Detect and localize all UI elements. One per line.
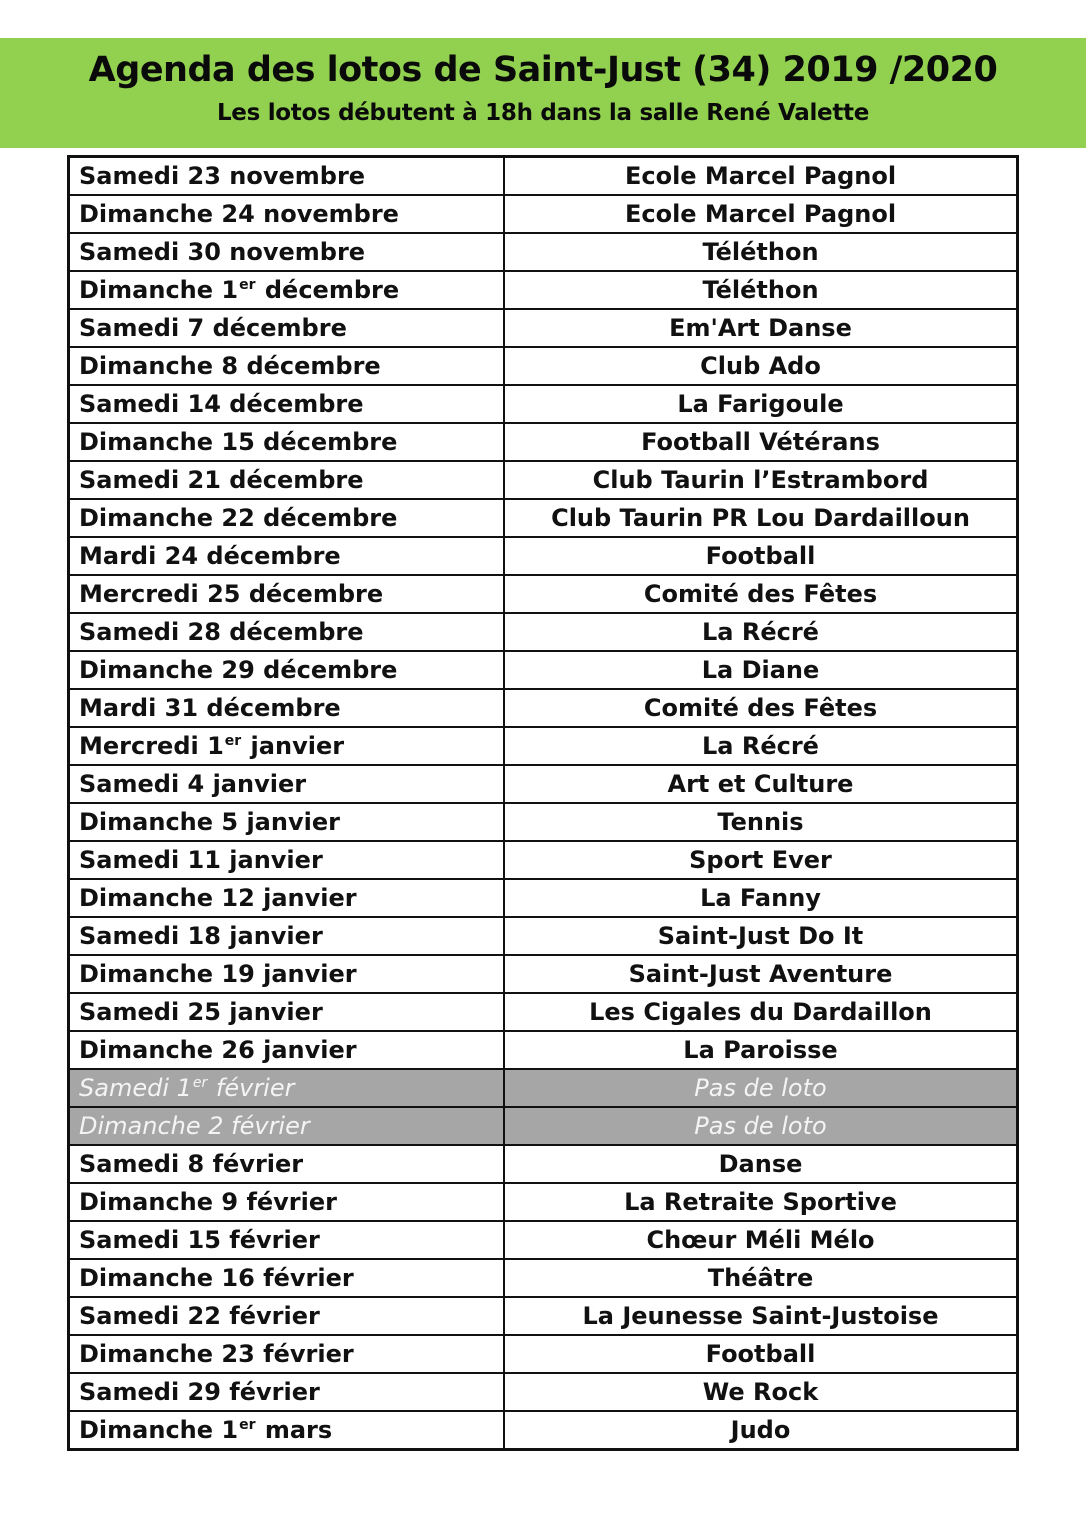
date-cell — [69, 1145, 505, 1183]
association-cell: Téléthon — [504, 271, 1018, 309]
date-cell — [69, 157, 505, 196]
table-row — [69, 993, 1018, 1031]
table-row — [69, 651, 1018, 689]
association-cell: Théâtre — [504, 1259, 1018, 1297]
date-cell — [69, 1259, 505, 1297]
table-row — [69, 955, 1018, 993]
date-month: mars — [256, 1416, 333, 1444]
date-cell — [69, 879, 505, 917]
association-cell: Comité des Fêtes — [504, 689, 1018, 727]
date-text: Samedi 7 décembre — [79, 314, 347, 342]
date-month: décembre — [256, 276, 400, 304]
date-cell — [69, 689, 505, 727]
date-text: Dimanche 1 — [79, 276, 239, 304]
date-text: Samedi 29 février — [79, 1378, 320, 1406]
agenda-table-body — [69, 157, 1018, 1450]
association-cell: Football — [504, 1335, 1018, 1373]
date-text: Dimanche 2 février — [79, 1112, 310, 1140]
date-text: Samedi 22 février — [79, 1302, 320, 1330]
table-row — [69, 1373, 1018, 1411]
date-cell — [69, 917, 505, 955]
table-row — [69, 157, 1018, 196]
date-text: Samedi 15 février — [79, 1226, 320, 1254]
date-text: Dimanche 22 décembre — [79, 504, 398, 532]
date-text: Mercredi 1 — [79, 732, 224, 760]
date-text: Dimanche 12 janvier — [79, 884, 357, 912]
association-cell: Em'Art Danse — [504, 309, 1018, 347]
header-banner — [0, 38, 1086, 148]
association-cell: Sport Ever — [504, 841, 1018, 879]
association-cell: Les Cigales du Dardaillon — [504, 993, 1018, 1031]
date-month: janvier — [242, 732, 345, 760]
date-cell — [69, 955, 505, 993]
association-cell: Ecole Marcel Pagnol — [504, 157, 1018, 196]
date-cell — [69, 233, 505, 271]
association-cell: Saint-Just Do It — [504, 917, 1018, 955]
association-cell: Téléthon — [504, 233, 1018, 271]
association-cell: Pas de loto — [504, 1107, 1018, 1145]
date-text: Dimanche 29 décembre — [79, 656, 398, 684]
table-row — [69, 1107, 1018, 1145]
date-cell — [69, 1335, 505, 1373]
table-row — [69, 1411, 1018, 1450]
date-cell — [69, 765, 505, 803]
date-cell — [69, 1031, 505, 1069]
table-row — [69, 233, 1018, 271]
date-cell — [69, 271, 505, 309]
date-cell — [69, 1411, 505, 1450]
association-cell: La Jeunesse Saint-Justoise — [504, 1297, 1018, 1335]
table-row — [69, 1069, 1018, 1107]
date-text: Dimanche 1 — [79, 1416, 239, 1444]
association-cell: Club Taurin l’Estrambord — [504, 461, 1018, 499]
date-text: Samedi 8 février — [79, 1150, 304, 1178]
date-cell — [69, 803, 505, 841]
date-text: Samedi 1 — [79, 1074, 192, 1102]
date-cell — [69, 309, 505, 347]
association-cell: La Farigoule — [504, 385, 1018, 423]
date-cell — [69, 195, 505, 233]
date-month: février — [208, 1074, 295, 1102]
date-cell — [69, 1373, 505, 1411]
date-text: Dimanche 15 décembre — [79, 428, 398, 456]
association-cell: Tennis — [504, 803, 1018, 841]
date-text: Dimanche 5 janvier — [79, 808, 340, 836]
ordinal-suffix: er — [224, 733, 242, 749]
page-subtitle: Les lotos débutent à 18h dans la salle René Valette — [216, 100, 870, 126]
date-text: Samedi 25 janvier — [79, 998, 323, 1026]
date-cell — [69, 575, 505, 613]
date-cell — [69, 1183, 505, 1221]
association-cell: Saint-Just Aventure — [504, 955, 1018, 993]
ordinal-suffix: er — [239, 277, 256, 293]
table-row — [69, 423, 1018, 461]
date-text: Samedi 21 décembre — [79, 466, 364, 494]
page-title: Agenda des lotos de Saint-Just (34) 2019 /2020 — [88, 50, 998, 90]
date-cell — [69, 423, 505, 461]
association-cell: La Diane — [504, 651, 1018, 689]
table-row — [69, 195, 1018, 233]
association-cell: Club Ado — [504, 347, 1018, 385]
table-row — [69, 1335, 1018, 1373]
date-text: Dimanche 24 novembre — [79, 200, 399, 228]
date-text: Dimanche 9 février — [79, 1188, 337, 1216]
association-cell: Comité des Fêtes — [504, 575, 1018, 613]
association-cell: Ecole Marcel Pagnol — [504, 195, 1018, 233]
date-cell — [69, 841, 505, 879]
date-text: Samedi 14 décembre — [79, 390, 364, 418]
table-row — [69, 689, 1018, 727]
date-cell — [69, 993, 505, 1031]
association-cell: Pas de loto — [504, 1069, 1018, 1107]
table-row — [69, 575, 1018, 613]
table-row — [69, 841, 1018, 879]
association-cell: We Rock — [504, 1373, 1018, 1411]
date-cell — [69, 347, 505, 385]
date-text: Samedi 23 novembre — [79, 162, 366, 190]
table-row — [69, 879, 1018, 917]
date-text: Samedi 4 janvier — [79, 770, 307, 798]
date-text: Samedi 30 novembre — [79, 238, 366, 266]
date-cell — [69, 1221, 505, 1259]
table-row — [69, 803, 1018, 841]
association-cell: La Fanny — [504, 879, 1018, 917]
ordinal-suffix: er — [192, 1075, 208, 1091]
table-row — [69, 271, 1018, 309]
association-cell: Club Taurin PR Lou Dardailloun — [504, 499, 1018, 537]
date-cell — [69, 499, 505, 537]
date-text: Mercredi 25 décembre — [79, 580, 384, 608]
table-row — [69, 1297, 1018, 1335]
date-text: Dimanche 23 février — [79, 1340, 354, 1368]
table-row — [69, 917, 1018, 955]
date-text: Mardi 31 décembre — [79, 694, 341, 722]
association-cell: La Récré — [504, 613, 1018, 651]
date-text: Samedi 18 janvier — [79, 922, 323, 950]
table-row — [69, 347, 1018, 385]
date-cell — [69, 461, 505, 499]
table-row — [69, 1145, 1018, 1183]
date-cell — [69, 727, 505, 765]
association-cell: La Paroisse — [504, 1031, 1018, 1069]
table-row — [69, 499, 1018, 537]
date-text: Dimanche 16 février — [79, 1264, 354, 1292]
date-cell — [69, 651, 505, 689]
date-cell — [69, 1069, 505, 1107]
date-cell — [69, 1297, 505, 1335]
association-cell: La Retraite Sportive — [504, 1183, 1018, 1221]
association-cell: Danse — [504, 1145, 1018, 1183]
association-cell: Art et Culture — [504, 765, 1018, 803]
ordinal-suffix: er — [239, 1417, 256, 1433]
table-row — [69, 1183, 1018, 1221]
association-cell: La Récré — [504, 727, 1018, 765]
association-cell: Chœur Méli Mélo — [504, 1221, 1018, 1259]
association-cell: Football Vétérans — [504, 423, 1018, 461]
table-row — [69, 537, 1018, 575]
table-row — [69, 1221, 1018, 1259]
date-text: Dimanche 26 janvier — [79, 1036, 357, 1064]
table-row — [69, 385, 1018, 423]
association-cell: Judo — [504, 1411, 1018, 1450]
table-row — [69, 727, 1018, 765]
table-row — [69, 1259, 1018, 1297]
date-text: Samedi 11 janvier — [79, 846, 323, 874]
date-text: Dimanche 8 décembre — [79, 352, 381, 380]
association-cell: Football — [504, 537, 1018, 575]
table-row — [69, 461, 1018, 499]
table-row — [69, 765, 1018, 803]
date-cell — [69, 385, 505, 423]
date-text: Samedi 28 décembre — [79, 618, 364, 646]
date-cell — [69, 537, 505, 575]
table-row — [69, 309, 1018, 347]
agenda-table — [67, 155, 1019, 1451]
date-text: Dimanche 19 janvier — [79, 960, 357, 988]
table-row — [69, 613, 1018, 651]
table-row — [69, 1031, 1018, 1069]
date-cell — [69, 1107, 505, 1145]
date-text: Mardi 24 décembre — [79, 542, 341, 570]
date-cell — [69, 613, 505, 651]
